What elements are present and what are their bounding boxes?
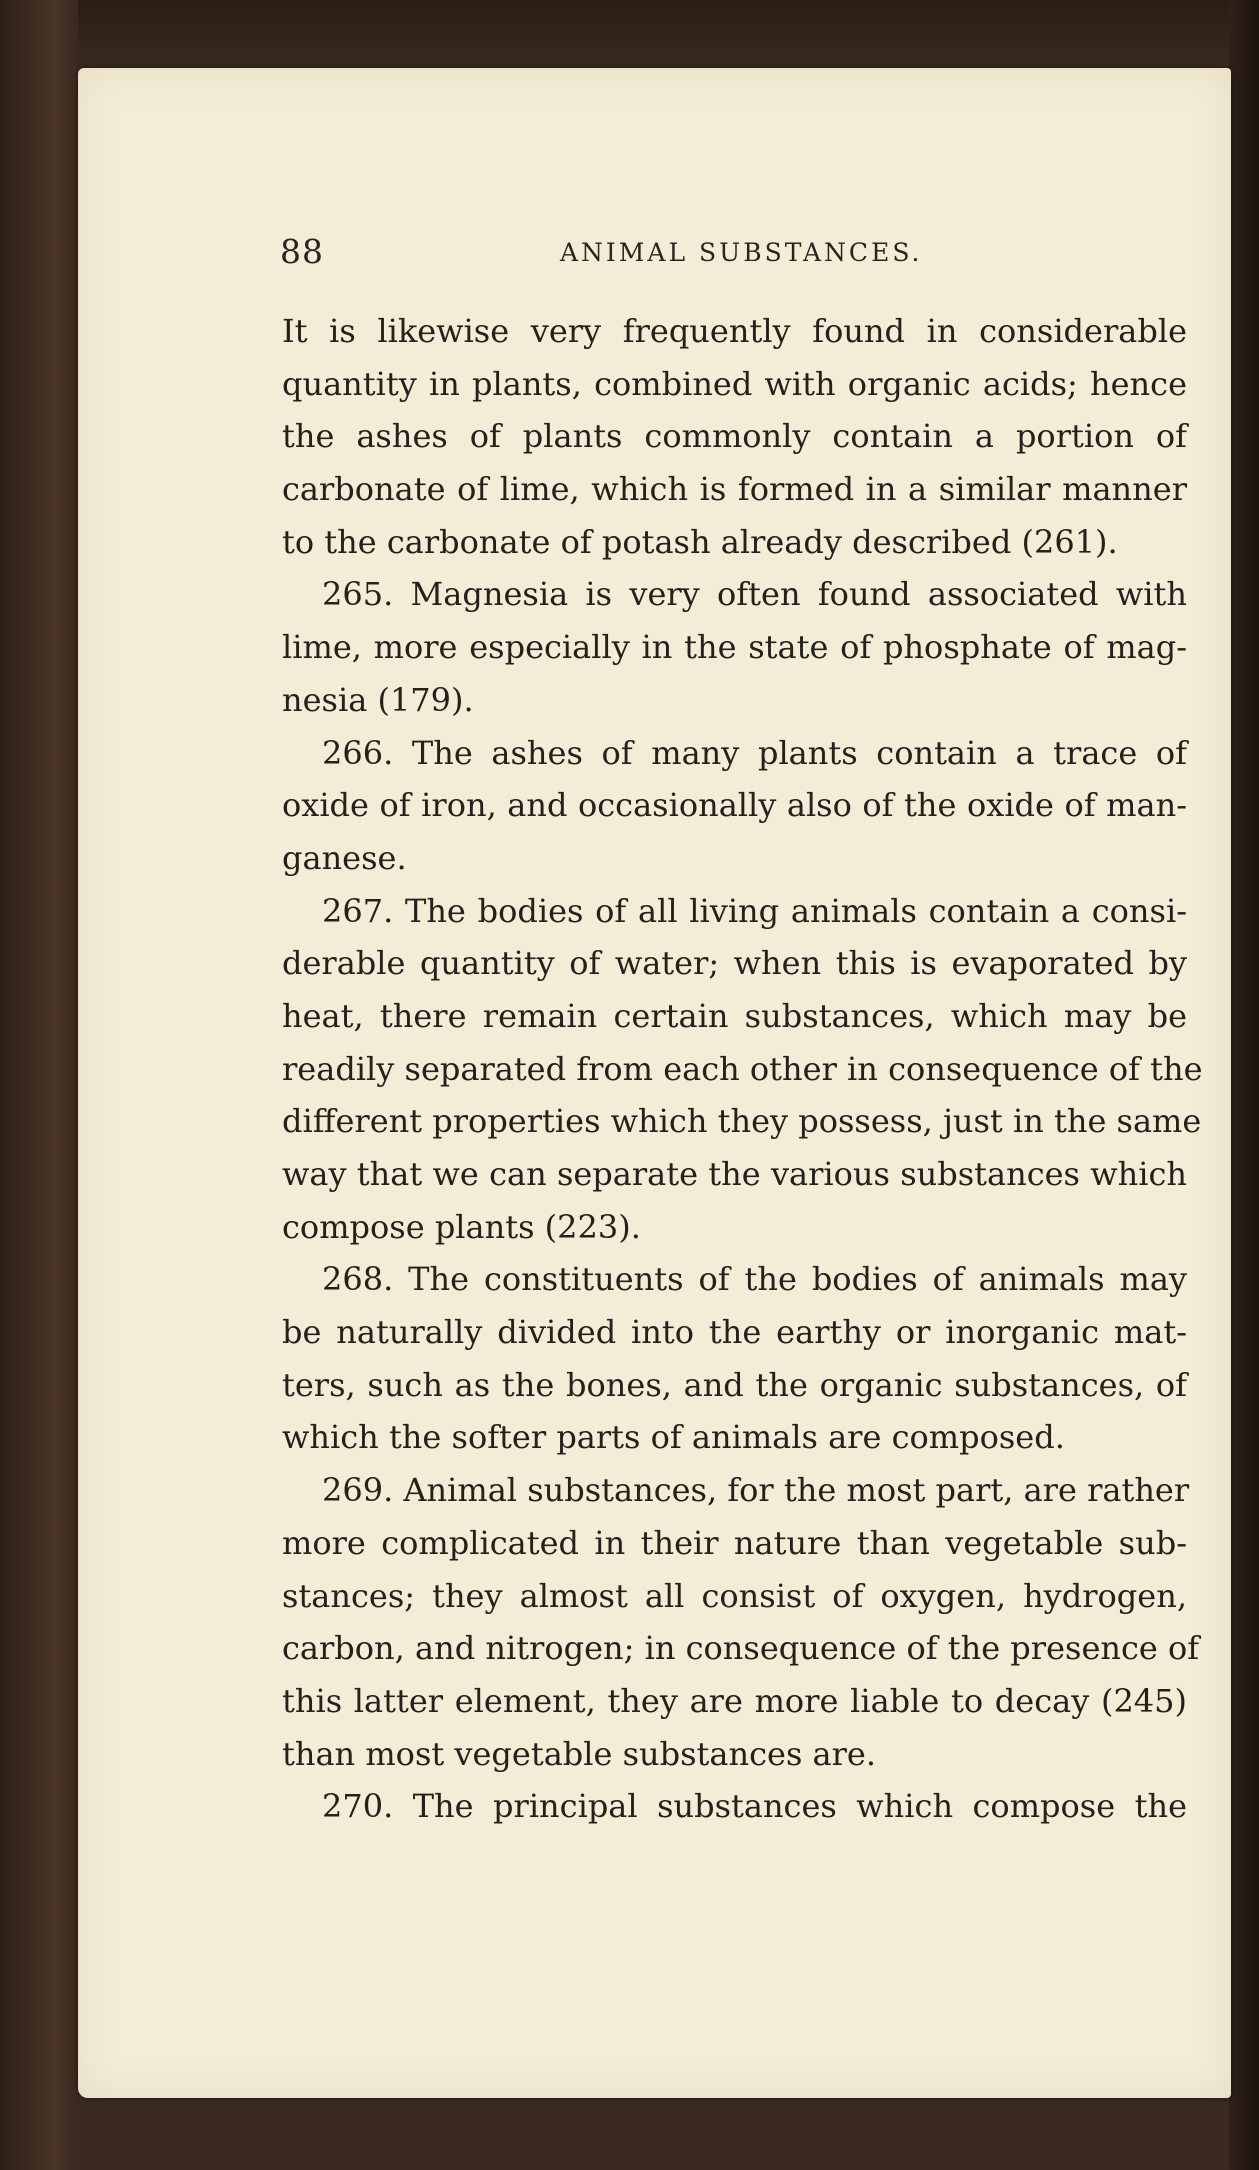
text-line: oxide of iron, and occasionally also of the oxide of man- (282, 786, 1187, 825)
text-line: 265. Magnesia is very often found associated with (322, 575, 1187, 614)
text-line: 269. Animal substances, for the most part, are rather (322, 1471, 1190, 1510)
text-line: ganese. (282, 838, 407, 877)
text-line: lime, more especially in the state of phosphate of mag- (282, 628, 1187, 667)
text-line: this latter element, they are more liable to decay (245) (282, 1681, 1187, 1720)
page-header (198, 232, 1198, 272)
text-line: stances; they almost all consist of oxygen, hydrogen, (282, 1576, 1187, 1615)
text-line: compose plants (223). (282, 1207, 641, 1246)
text-line: It is likewise very frequently found in considerable (282, 312, 1187, 350)
text-line: which the softer parts of animals are composed. (282, 1418, 1065, 1457)
text-line: more complicated in their nature than vegetable sub- (282, 1523, 1187, 1562)
text-line: 270. The principal substances which compose the (322, 1787, 1187, 1826)
body-text (282, 305, 1203, 1833)
scan-backdrop-top (0, 0, 1259, 75)
text-line: the ashes of plants commonly contain a portion of (282, 417, 1187, 456)
text-line: way that we can separate the various substances which (282, 1155, 1187, 1193)
text-line: ters, such as the bones, and the organic substances, of (282, 1365, 1187, 1404)
text-line: than most vegetable substances are. (282, 1734, 877, 1773)
text-line: carbonate of lime, which is formed in a similar manner (282, 470, 1187, 509)
book-edge-right (1229, 0, 1259, 2170)
text-line: readily separated from each other in consequence of the (282, 1049, 1203, 1088)
text-line: nesia (179). (282, 680, 474, 719)
text-line: be naturally divided into the earthy or inorganic mat- (282, 1313, 1187, 1352)
book-binding-left (0, 0, 78, 2170)
text-line: to the carbonate of potash already described (261). (282, 522, 1118, 561)
text-line: different properties which they possess, just in the same (282, 1102, 1202, 1141)
text-line: 266. The ashes of many plants contain a trace of (322, 733, 1187, 772)
text-line: heat, there remain certain substances, which may be (282, 996, 1187, 1035)
text-line: derable quantity of water; when this is evaporated by (282, 944, 1187, 983)
text-line: carbon, and nitrogen; in consequence of the presence of (282, 1629, 1200, 1668)
running-head: ANIMAL SUBSTANCES. (560, 238, 923, 267)
page-number: 88 (280, 232, 324, 271)
text-line: quantity in plants, combined with organic acids; hence (282, 364, 1187, 403)
text-line: 267. The bodies of all living animals contain a consi- (322, 891, 1187, 930)
text-line: 268. The constituents of the bodies of animals may (322, 1260, 1187, 1299)
